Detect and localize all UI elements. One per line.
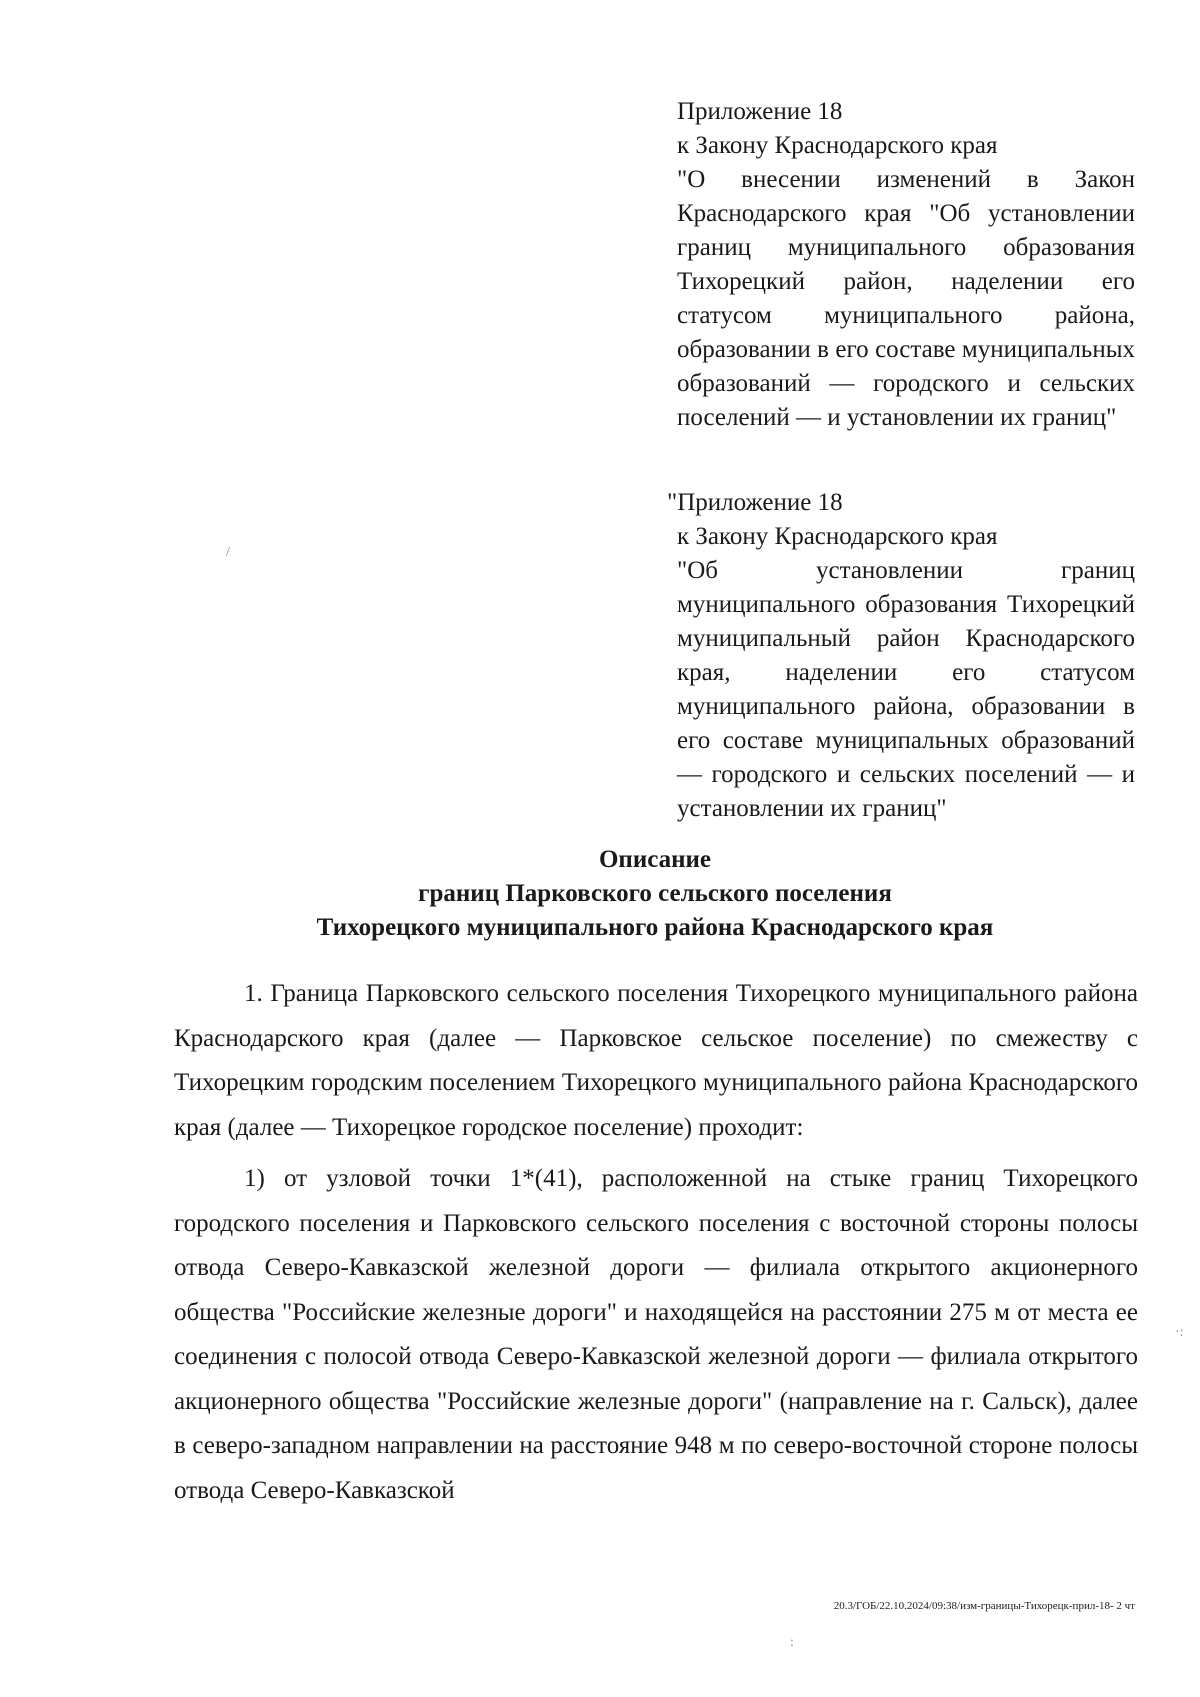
document-title — [170, 843, 1140, 945]
title-line-1: Описание — [598, 846, 712, 873]
scan-artifact: ·: — [1175, 1325, 1184, 1340]
scan-artifact: / — [226, 545, 230, 560]
appendix-law-title: "Об установлении границ муниципального образования Тихорецкий муниципальный район Краснодарского края, наделении его статусом муниципального района, образовании в его составе муниципальных образований — городского и сельских поселений — и установлении их границ" — [677, 557, 1135, 822]
document-footer-code: 20.3/ГОБ/22.10.2024/09:38/изм-границы-Тихорецк-прил-18- 2 чт — [833, 1600, 1135, 1612]
appendix-law-title: "О внесении изменений в Закон Краснодарского края "Об установлении границ муниципального образования Тихорецкий район, наделении его статусом муниципального района, образовании в его составе муниципальных образований — городского и сельских поселений — и установлении их границ" — [677, 166, 1135, 431]
appendix-header-original-law — [667, 486, 1135, 826]
appendix-number: "Приложение 18 — [667, 489, 843, 516]
document-body — [174, 972, 1138, 1513]
appendix-law-reference: к Закону Краснодарского края — [677, 132, 998, 159]
appendix-number: Приложение 18 — [677, 98, 843, 125]
paragraph-1: 1. Граница Парковского сельского поселения Тихорецкого муниципального района Краснодарского края (далее — Парковское сельское поселение) по смежеству с Тихорецким городским поселением Тихорецкого муниципального района Краснодарского края (далее — Тихорецкое городское поселение) проходит: — [174, 980, 1138, 1141]
appendix-law-reference: к Закону Краснодарского края — [677, 523, 998, 550]
appendix-header-amending-law — [677, 95, 1135, 435]
paragraph-2: 1) от узловой точки 1*(41), расположенной на стыке границ Тихорецкого городского поселения и Парковского сельского поселения с восточной стороны полосы отвода Северо-Кавказской железной дороги — филиала открытого акционерного общества "Российские железные дороги" и находящейся на расстоянии 275 м от места ее соединения с полосой отвода Северо-Кавказской железной дороги — филиала открытого акционерного общества "Российские железные дороги" (направление на г. Сальск), далее в северо-западном направлении на расстояние 948 м по северо-восточной стороне полосы отвода Северо-Кавказской — [174, 1165, 1138, 1504]
scan-artifact: : — [790, 1635, 794, 1650]
title-line-2: границ Парковского сельского поселения — [418, 880, 892, 907]
title-line-3: Тихорецкого муниципального района Краснодарского края — [316, 914, 994, 941]
